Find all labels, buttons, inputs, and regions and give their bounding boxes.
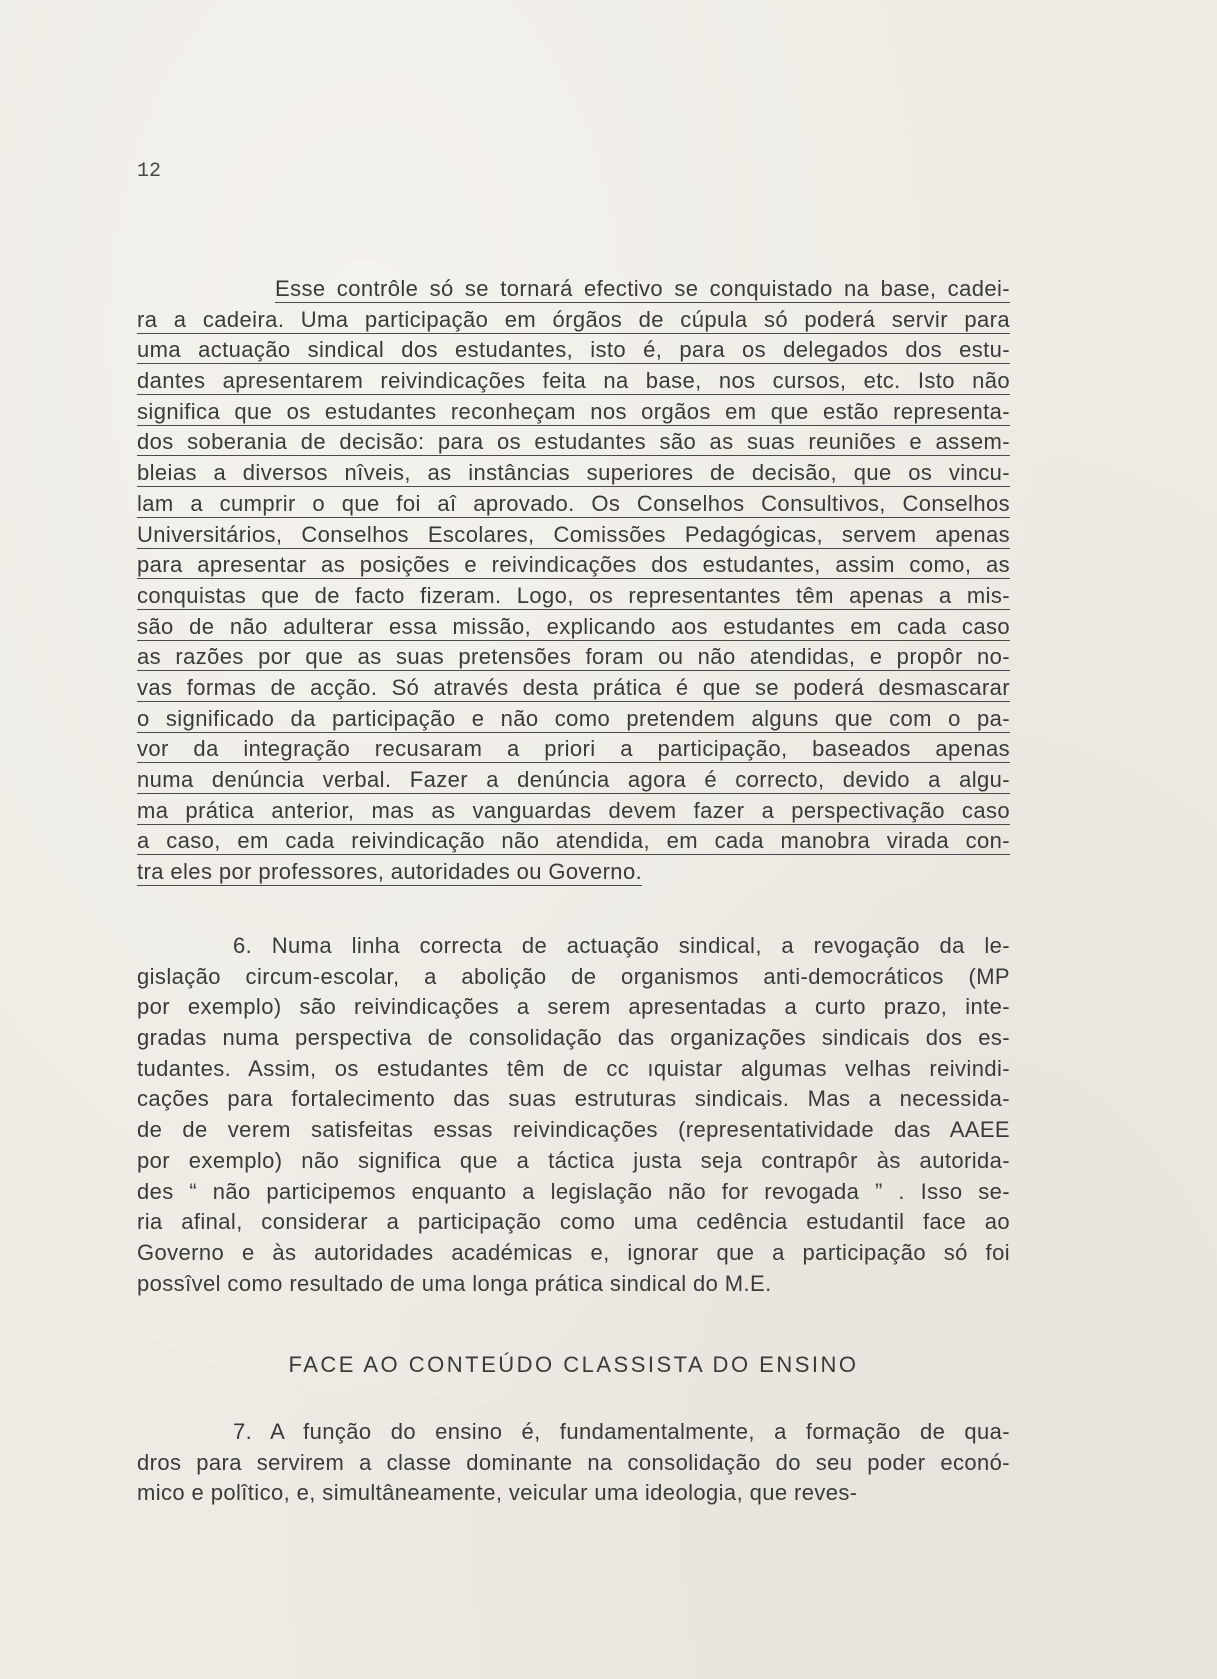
text-line: para apresentar as posições e reivindicações dos estudantes, assim como, as [137, 552, 1010, 578]
text-line: Universitários, Conselhos Escolares, Comissões Pedagógicas, servem apenas [137, 521, 1010, 547]
paragraph-3 [137, 1417, 1010, 1509]
text-line: gradas numa perspectiva de consolidação das organizações sindicais dos es- [137, 1025, 1010, 1051]
paragraph-2 [137, 931, 1010, 1299]
text-line: significa que os estudantes reconheçam nos orgãos em que estão representa- [137, 398, 1010, 424]
text-line: lam a cumprir o que foi aî aprovado. Os Conselhos Consultivos, Conselhos [137, 490, 1010, 516]
text-line: por exemplo) são reivindicações a serem apresentadas a curto prazo, inte- [137, 994, 1010, 1020]
text-line: uma actuação sindical dos estudantes, isto é, para os delegados dos estu- [137, 337, 1010, 363]
section-heading: FACE AO CONTEÚDO CLASSISTA DO ENSINO [288, 1352, 859, 1377]
text-line: Governo e às autoridades académicas e, ignorar que a participação só foi [137, 1239, 1010, 1265]
text-line: por exemplo) não significa que a táctica justa seja contrapôr às autorida- [137, 1147, 1010, 1173]
text-line: ria afinal, considerar a participação como uma cedência estudantil face ao [137, 1209, 1010, 1235]
text-line: tra eles por professores, autoridades ou Governo. [137, 859, 643, 885]
text-line: Esse contrôle só se tornará efectivo se conquistado na base, cadei- [275, 276, 1010, 301]
text-line: as razões por que as suas pretensões foram ou não atendidas, e propôr no- [137, 644, 1010, 670]
text-line: 7. A função do ensino é, fundamentalmente, a formação de qua- [233, 1419, 1010, 1444]
text-line: são de não adulterar essa missão, explicando aos estudantes em cada caso [137, 613, 1010, 639]
text-line: possîvel como resultado de uma longa prática sindical do M.E. [137, 1270, 772, 1296]
text-line: conquistas que de facto fizeram. Logo, os representantes têm apenas a mis- [137, 582, 1010, 608]
text-line: gislação circum-escolar, a abolição de organismos anti-democráticos (MP [137, 963, 1010, 989]
text-line: numa denúncia verbal. Fazer a denúncia agora é correcto, devido a algu- [137, 767, 1010, 792]
text-line: vas formas de acção. Só através desta prática é que se poderá desmascarar [137, 674, 1010, 700]
text-line: dantes apresentarem reivindicações feita na base, nos cursos, etc. Isto não [137, 368, 1010, 394]
text-line: de de verem satisfeitas essas reivindicações (representatividade das AAEE [137, 1117, 1010, 1143]
text-line: tudantes. Assim, os estudantes têm de cc ıquistar algumas velhas reivindi- [137, 1055, 1010, 1081]
text-line: dos soberania de decisão: para os estudantes são as suas reuniões e assem- [137, 429, 1010, 455]
text-line: o significado da participação e não como pretendem alguns que com o pa- [137, 705, 1010, 731]
text-line: a caso, em cada reivindicação não atendida, em cada manobra virada con- [137, 828, 1010, 854]
text-line: 6. Numa linha correcta de actuação sindical, a revogação da le- [233, 933, 1010, 958]
text-line: des “ não participemos enquanto a legislação não for revogada ” . Isso se- [137, 1178, 1010, 1204]
text-line: dros para servirem a classe dominante na consolidação do seu poder econó- [137, 1449, 1010, 1475]
text-line: cações para fortalecimento das suas estruturas sindicais. Mas a necessida- [137, 1086, 1010, 1112]
paragraph-1 [137, 274, 1010, 888]
text-line: mico e polîtico, e, simultâneamente, veicular uma ideologia, que reves- [137, 1480, 858, 1506]
text-line: bleias a diversos nîveis, as instâncias superiores de decisão, que os vincu- [137, 460, 1010, 486]
page-number: 12 [137, 160, 162, 183]
text-line: ma prática anterior, mas as vanguardas devem fazer a perspectivação caso [137, 797, 1010, 823]
text-line: ra a cadeira. Uma participação em órgãos de cúpula só poderá servir para [137, 306, 1010, 332]
text-line: vor da integração recusaram a priori a participação, baseados apenas [137, 736, 1010, 762]
